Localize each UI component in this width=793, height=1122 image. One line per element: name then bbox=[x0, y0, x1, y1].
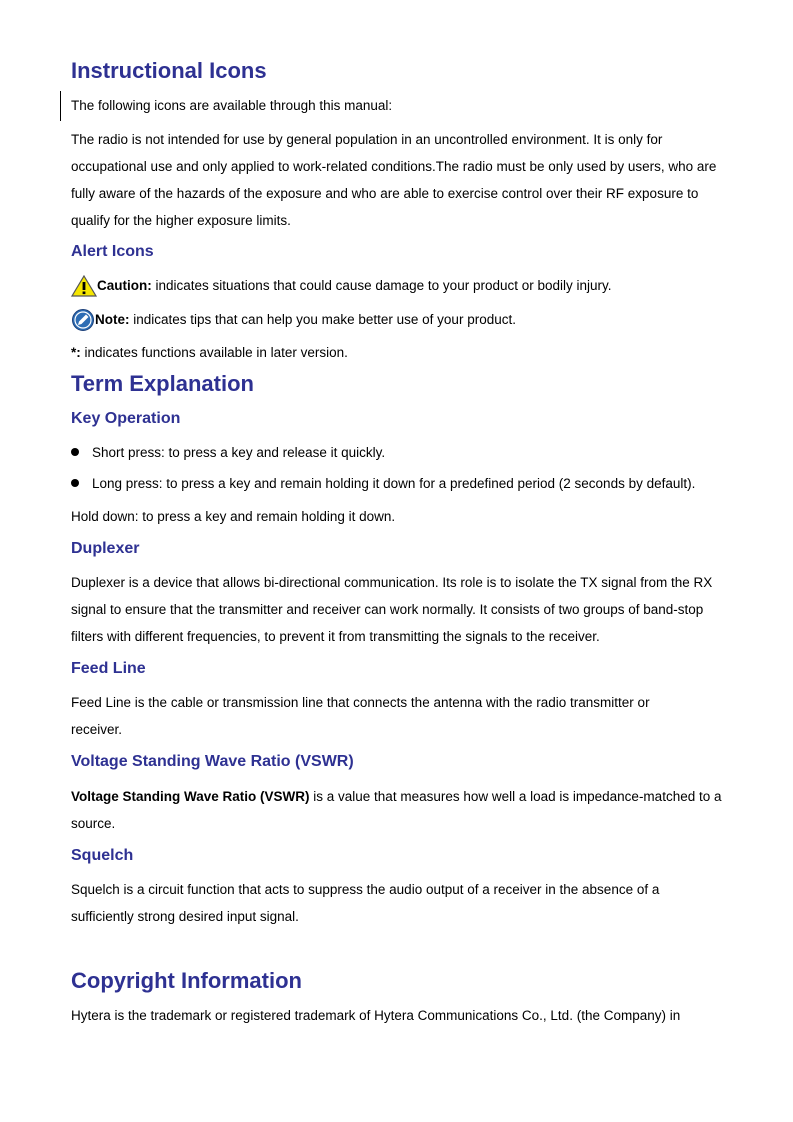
feed-line-heading: Feed Line bbox=[71, 660, 146, 677]
caution-label: Caution: bbox=[97, 278, 152, 293]
note-text: indicates tips that can help you make better use of your product. bbox=[129, 312, 516, 327]
caution-icon bbox=[71, 275, 97, 297]
rf-exposure-text: The radio is not intended for use by general population in an uncontrolled environment. It is only for occupational use and only applied to work-related conditions.The radio must be only used by users, who are fully aware of the hazards of the exposure and who are able to exercise control over their RF exposure to qualify for the higher exposure limits. bbox=[71, 132, 717, 228]
star-line bbox=[71, 339, 348, 366]
duplexer-heading: Duplexer bbox=[71, 540, 140, 557]
bullet-icon bbox=[71, 479, 79, 487]
intro-text: The following icons are available through this manual: bbox=[71, 98, 393, 113]
note-label: Note: bbox=[95, 312, 130, 327]
vswr-desc: is a value that measures how well a load is impedance-matched to a source. bbox=[71, 789, 722, 831]
feed-line-text: Feed Line is the cable or transmission line that connects the antenna with the radio transmitter or receiver. bbox=[71, 695, 650, 737]
note-line bbox=[71, 306, 516, 333]
star-text: indicates functions available in later version. bbox=[80, 345, 348, 360]
list-item bbox=[71, 470, 695, 497]
list-item bbox=[71, 439, 385, 466]
squelch-heading: Squelch bbox=[71, 847, 134, 864]
bullet-icon bbox=[71, 448, 79, 456]
hold-down-text: Hold down: to press a key and remain holding it down. bbox=[71, 509, 396, 524]
vswr-heading: Voltage Standing Wave Ratio (VSWR) bbox=[71, 753, 354, 770]
instructional-icons-heading: Instructional Icons bbox=[71, 58, 267, 83]
caution-line bbox=[71, 272, 612, 299]
term-explanation-heading: Term Explanation bbox=[71, 371, 254, 396]
key-operation-heading: Key Operation bbox=[71, 410, 181, 427]
alert-icons-heading: Alert Icons bbox=[71, 243, 154, 260]
revision-bar bbox=[60, 91, 61, 121]
short-press-text: Short press: to press a key and release it quickly. bbox=[92, 445, 386, 460]
copyright-heading: Copyright Information bbox=[71, 968, 302, 993]
note-pencil-icon bbox=[71, 308, 95, 332]
caution-text: indicates situations that could cause damage to your product or bodily injury. bbox=[151, 278, 612, 293]
squelch-text: Squelch is a circuit function that acts to suppress the audio output of a receiver in the absence of a sufficiently strong desired input signal. bbox=[71, 882, 660, 924]
duplexer-text: Duplexer is a device that allows bi-directional communication. Its role is to isolate the TX signal from the RX signal to ensure that the transmitter and receiver can work normally. It consists of two groups of band-stop filters with different frequencies, to prevent it from transmitting the signals to the receiver. bbox=[71, 575, 713, 644]
long-press-text: Long press: to press a key and remain holding it down for a predefined period (2 seconds by default). bbox=[92, 476, 696, 491]
vswr-text bbox=[71, 783, 731, 837]
star-label: *: bbox=[71, 345, 81, 360]
vswr-bold: Voltage Standing Wave Ratio (VSWR) bbox=[71, 789, 310, 804]
copyright-text: Hytera is the trademark or registered trademark of Hytera Communications Co., Ltd. (the Company) in bbox=[71, 1008, 681, 1023]
